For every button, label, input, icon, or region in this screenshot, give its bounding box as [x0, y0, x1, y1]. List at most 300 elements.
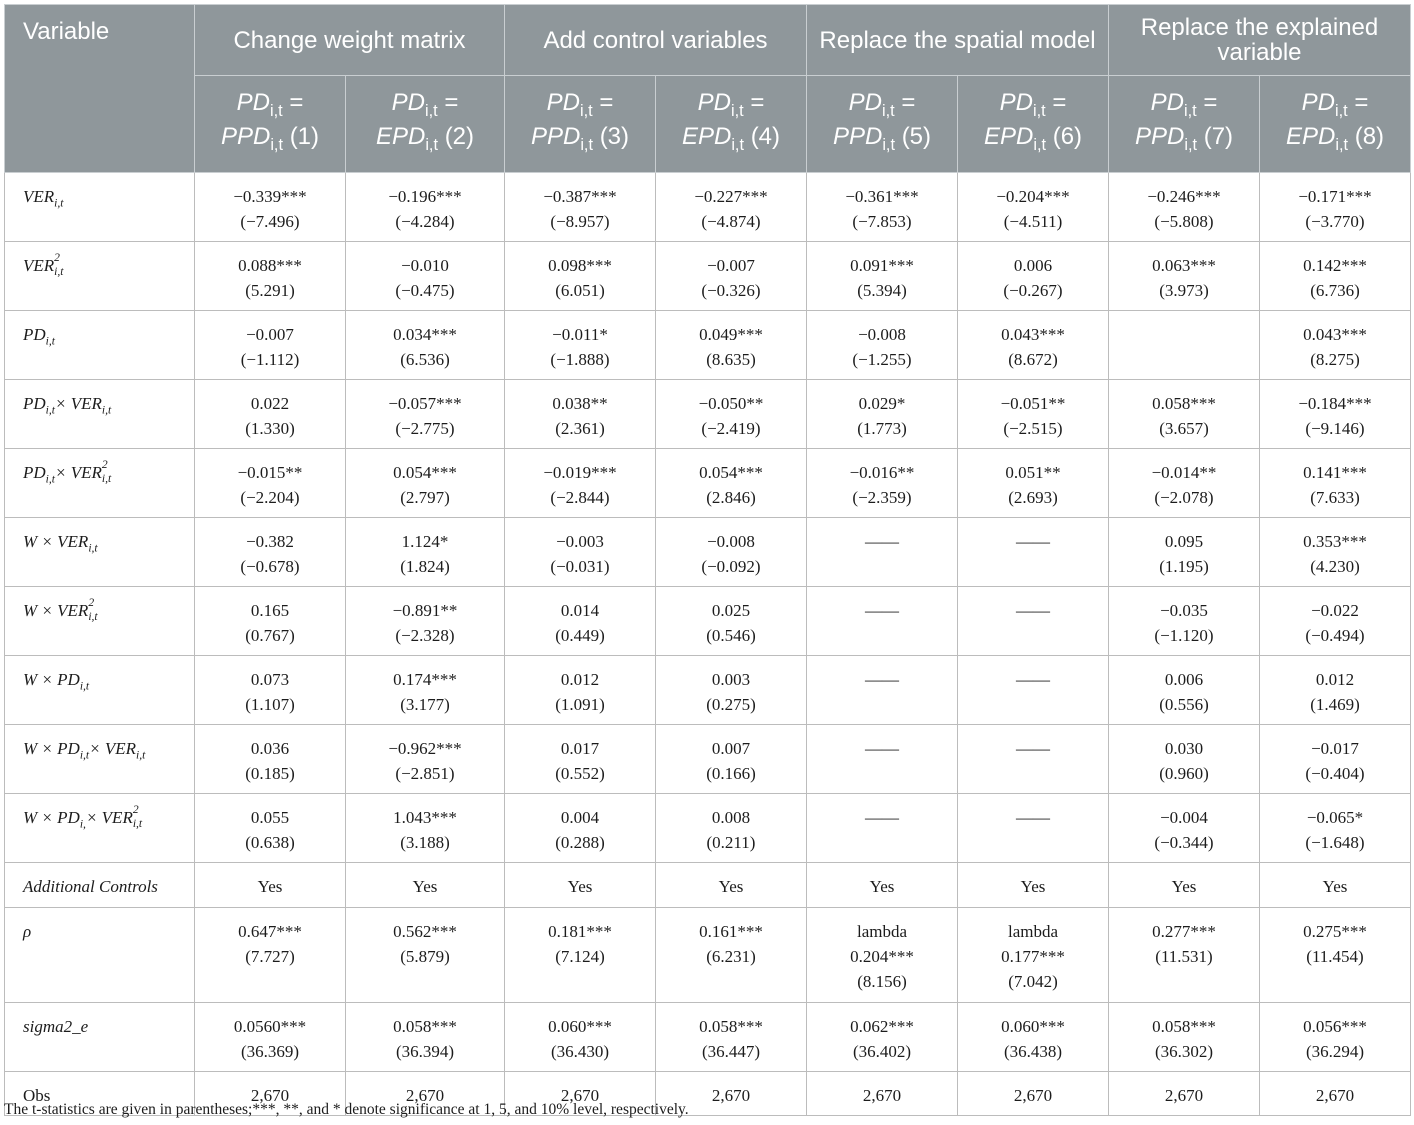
cell-line: −0.065* — [1306, 808, 1364, 827]
cell-line: 0.277*** — [1152, 922, 1216, 941]
table-cell — [1260, 242, 1411, 311]
table-cell — [1109, 863, 1260, 908]
cell-line: 0.058*** — [393, 1017, 457, 1036]
cell-line: (−1.120) — [1154, 626, 1214, 645]
cell-line: 0.142*** — [1303, 256, 1367, 275]
table-cell — [1109, 242, 1260, 311]
cell-line: −0.891** — [392, 601, 458, 620]
cell-line: −0.003 — [556, 532, 604, 551]
cell-line: (−5.808) — [1154, 212, 1214, 231]
cell-line: 2,670 — [1164, 1086, 1204, 1105]
cell-line: (−2.328) — [395, 626, 455, 645]
cell-line: —— — [1016, 739, 1050, 758]
table-cell — [346, 449, 505, 518]
table-cell — [1109, 908, 1260, 1003]
table-cell — [505, 518, 656, 587]
table-cell — [346, 656, 505, 725]
table-cell — [1260, 863, 1411, 908]
cell-line: −0.004 — [1160, 808, 1208, 827]
cell-line: (−2.515) — [1003, 419, 1063, 438]
cell-line: —— — [1016, 670, 1050, 689]
table-cell — [1109, 449, 1260, 518]
row-label-obs: Obs — [5, 1072, 195, 1116]
cell-line: (0.211) — [706, 833, 756, 852]
cell-line: (−8.957) — [550, 212, 610, 231]
group-header-weight-matrix: Change weight matrix — [195, 5, 505, 76]
cell-line: −0.011* — [552, 325, 608, 344]
table-cell — [195, 587, 346, 656]
cell-line: 0.034*** — [393, 325, 457, 344]
cell-line: (−1.255) — [852, 350, 912, 369]
column-header-5: $PD_{i,t}$ = $PPD_{i,t}$ (5) — [807, 76, 958, 173]
table-cell — [807, 725, 958, 794]
cell-line: (8.156) — [857, 972, 907, 991]
table-cell — [505, 656, 656, 725]
cell-line: 0.004 — [560, 808, 600, 827]
cell-line: (−0.678) — [240, 557, 300, 576]
cell-line: —— — [865, 670, 899, 689]
cell-line: −0.015** — [237, 463, 303, 482]
table-cell — [505, 449, 656, 518]
table-cell — [505, 725, 656, 794]
table-cell — [807, 242, 958, 311]
table-cell — [807, 908, 958, 1003]
cell-line: −0.339*** — [233, 187, 307, 206]
table-cell — [958, 173, 1109, 242]
cell-line: —— — [865, 601, 899, 620]
table-cell — [1260, 587, 1411, 656]
table-cell — [807, 380, 958, 449]
cell-line: (8.672) — [1008, 350, 1058, 369]
table-cell — [1260, 518, 1411, 587]
table-cell — [1109, 794, 1260, 863]
cell-line: 0.275*** — [1303, 922, 1367, 941]
cell-line: 2,670 — [250, 1086, 290, 1105]
cell-line: Yes — [412, 877, 438, 896]
cell-line: 0.014 — [560, 601, 600, 620]
cell-line: (−7.496) — [240, 212, 300, 231]
cell-line: —— — [865, 532, 899, 551]
cell-line: (−4.284) — [395, 212, 455, 231]
cell-line: (2.846) — [706, 488, 756, 507]
cell-line: (36.302) — [1154, 1042, 1214, 1061]
cell-line: (2.797) — [400, 488, 450, 507]
table-cell — [346, 863, 505, 908]
table-cell — [505, 311, 656, 380]
cell-line: 0.063*** — [1152, 256, 1216, 275]
cell-line: (8.275) — [1310, 350, 1360, 369]
cell-line: (3.188) — [400, 833, 450, 852]
cell-line: (0.767) — [245, 626, 295, 645]
table-cell — [195, 380, 346, 449]
cell-line: −0.387*** — [543, 187, 617, 206]
table-cell — [195, 449, 346, 518]
cell-line: (36.430) — [550, 1042, 610, 1061]
table-row — [5, 1003, 1411, 1072]
cell-line: (3.973) — [1159, 281, 1209, 300]
cell-line: (−0.267) — [1003, 281, 1063, 300]
cell-line: Yes — [1322, 877, 1348, 896]
table-cell — [958, 587, 1109, 656]
cell-line: —— — [865, 808, 899, 827]
cell-line: (−2.775) — [395, 419, 455, 438]
cell-line: (1.091) — [555, 695, 605, 714]
cell-line: 0.098*** — [548, 256, 612, 275]
table-cell — [656, 242, 807, 311]
cell-line: 0.095 — [1164, 532, 1204, 551]
table-cell — [195, 518, 346, 587]
group-header-explained-variable: Replace the explained variable — [1109, 5, 1411, 76]
table-cell — [1109, 1072, 1260, 1116]
table-cell — [1109, 1003, 1260, 1072]
table-cell — [505, 380, 656, 449]
table-cell — [346, 725, 505, 794]
cell-line: 2,670 — [560, 1086, 600, 1105]
row-label-additional-controls: Additional Controls — [5, 863, 195, 908]
cell-line: 0.060*** — [1001, 1017, 1065, 1036]
cell-line: 0.056*** — [1303, 1017, 1367, 1036]
table-cell — [346, 518, 505, 587]
cell-line: (0.552) — [555, 764, 605, 783]
cell-line: 0.058*** — [699, 1017, 763, 1036]
table-cell — [195, 725, 346, 794]
cell-line: (5.394) — [857, 281, 907, 300]
table-cell — [958, 449, 1109, 518]
table-cell — [807, 1072, 958, 1116]
table-row — [5, 794, 1411, 863]
cell-line: 0.204*** — [850, 947, 914, 966]
column-header-4: $PD_{i,t}$ = $EPD_{i,t}$ (4) — [656, 76, 807, 173]
table-cell — [656, 449, 807, 518]
table-cell — [807, 173, 958, 242]
cell-line: 0.091*** — [850, 256, 914, 275]
cell-line: −0.014** — [1151, 463, 1217, 482]
cell-line: Yes — [869, 877, 895, 896]
column-header-7: $PD_{i,t}$ = $PPD_{i,t}$ (7) — [1109, 76, 1260, 173]
table-cell — [346, 173, 505, 242]
table-cell — [958, 518, 1109, 587]
table-cell — [346, 380, 505, 449]
cell-line: (4.230) — [1310, 557, 1360, 576]
cell-line: (8.635) — [706, 350, 756, 369]
table-cell — [1260, 794, 1411, 863]
column-header-3: $PD_{i,t}$ = $PPD_{i,t}$ (3) — [505, 76, 656, 173]
table-cell — [958, 380, 1109, 449]
cell-line: −0.196*** — [388, 187, 462, 206]
cell-line: (3.177) — [400, 695, 450, 714]
table-cell — [958, 725, 1109, 794]
table-cell — [1109, 311, 1260, 380]
cell-line: (−1.888) — [550, 350, 610, 369]
cell-line: (0.185) — [245, 764, 295, 783]
cell-line: −0.184*** — [1298, 394, 1372, 413]
table-row — [5, 656, 1411, 725]
table-cell — [656, 587, 807, 656]
cell-line: 2,670 — [405, 1086, 445, 1105]
cell-line: Yes — [1020, 877, 1046, 896]
table-cell — [1109, 725, 1260, 794]
table-row — [5, 518, 1411, 587]
table-cell — [195, 908, 346, 1003]
row-label-rho: ρ — [5, 908, 195, 1003]
robustness-table — [4, 4, 1411, 1116]
cell-line: 0.022 — [250, 394, 290, 413]
cell-line: (−4.511) — [1003, 212, 1063, 231]
cell-line: (−2.419) — [701, 419, 761, 438]
cell-line: (11.531) — [1155, 947, 1213, 966]
cell-line: (1.330) — [245, 419, 295, 438]
cell-line: −0.007 — [707, 256, 755, 275]
cell-line: 0.177*** — [1001, 947, 1065, 966]
table-cell — [1260, 1072, 1411, 1116]
table-row — [5, 380, 1411, 449]
cell-line: 0.165 — [250, 601, 290, 620]
table-cell — [1260, 173, 1411, 242]
cell-line: (3.657) — [1159, 419, 1209, 438]
table-cell — [1260, 1003, 1411, 1072]
cell-line: (−0.404) — [1305, 764, 1365, 783]
row-label-w-x-ver: $W \times VER_{i,t}$ — [5, 518, 195, 587]
cell-line: 0.0560*** — [233, 1017, 307, 1036]
table-cell — [807, 794, 958, 863]
cell-line: (36.447) — [701, 1042, 761, 1061]
cell-line: (1.773) — [857, 419, 907, 438]
table-row — [5, 863, 1411, 908]
cell-line: 2,670 — [711, 1086, 751, 1105]
cell-line: −0.227*** — [694, 187, 768, 206]
cell-line: (−3.770) — [1305, 212, 1365, 231]
column-header-2: $PD_{i,t}$ = $EPD_{i,t}$ (2) — [346, 76, 505, 173]
cell-line: (0.288) — [555, 833, 605, 852]
cell-line: (1.107) — [245, 695, 295, 714]
cell-line: −0.171*** — [1298, 187, 1372, 206]
cell-line: (−0.494) — [1305, 626, 1365, 645]
cell-line: (7.042) — [1008, 972, 1058, 991]
column-header-6: $PD_{i,t}$ = $EPD_{i,t}$ (6) — [958, 76, 1109, 173]
cell-line: −0.008 — [858, 325, 906, 344]
column-header-8: $PD_{i,t}$ = $EPD_{i,t}$ (8) — [1260, 76, 1411, 173]
cell-line: (−0.475) — [395, 281, 455, 300]
cell-line: −0.035 — [1160, 601, 1208, 620]
cell-line: (−2.359) — [852, 488, 912, 507]
cell-line: 0.058*** — [1152, 1017, 1216, 1036]
cell-line: (7.633) — [1310, 488, 1360, 507]
cell-line: (−7.853) — [852, 212, 912, 231]
table-cell — [958, 908, 1109, 1003]
cell-line: (0.449) — [555, 626, 605, 645]
cell-line: 0.006 — [1013, 256, 1053, 275]
table-cell — [656, 725, 807, 794]
table-cell — [1109, 518, 1260, 587]
table-cell — [505, 173, 656, 242]
cell-line: (0.960) — [1159, 764, 1209, 783]
cell-line: 0.141*** — [1303, 463, 1367, 482]
cell-line: 0.174*** — [393, 670, 457, 689]
cell-line: (0.556) — [1159, 695, 1209, 714]
table-row — [5, 725, 1411, 794]
cell-line: 0.006 — [1164, 670, 1204, 689]
row-label-pd-x-ver: $PD_{i,t}\times VER_{i,t}$ — [5, 380, 195, 449]
cell-line: −0.246*** — [1147, 187, 1221, 206]
row-label-ver: $VER_{i,t}$ — [5, 173, 195, 242]
cell-line: −0.022 — [1311, 601, 1359, 620]
cell-line: −0.019*** — [543, 463, 617, 482]
cell-line: —— — [1016, 532, 1050, 551]
table-cell — [958, 311, 1109, 380]
table-cell — [1260, 725, 1411, 794]
cell-line: —— — [1016, 601, 1050, 620]
cell-line: (6.736) — [1310, 281, 1360, 300]
table-cell — [195, 311, 346, 380]
cell-line: (6.536) — [400, 350, 450, 369]
row-label-w-x-ver-squared: W × VER 2 $_{i,t}$ — [5, 587, 195, 656]
cell-line: (1.469) — [1310, 695, 1360, 714]
subheader-row — [5, 76, 1411, 173]
table-cell — [807, 587, 958, 656]
cell-line: −0.008 — [707, 532, 755, 551]
table-cell — [195, 1003, 346, 1072]
group-header-control-variables: Add control variables — [505, 5, 807, 76]
cell-line: 0.038** — [552, 394, 608, 413]
cell-line: 2,670 — [1315, 1086, 1355, 1105]
table-cell — [958, 1072, 1109, 1116]
table-cell — [195, 863, 346, 908]
table-cell — [195, 794, 346, 863]
table-cell — [656, 1003, 807, 1072]
cell-line: (−4.874) — [701, 212, 761, 231]
cell-line: (0.166) — [706, 764, 756, 783]
cell-line: (−2.078) — [1154, 488, 1214, 507]
table-cell — [656, 863, 807, 908]
table-cell — [1109, 173, 1260, 242]
cell-line: (36.402) — [852, 1042, 912, 1061]
table-cell — [1109, 587, 1260, 656]
cell-line: −0.361*** — [845, 187, 919, 206]
table-cell — [656, 173, 807, 242]
cell-line: (−0.344) — [1154, 833, 1214, 852]
cell-line: 0.008 — [711, 808, 751, 827]
cell-line: 2,670 — [862, 1086, 902, 1105]
cell-line: −0.017 — [1311, 739, 1359, 758]
table-cell — [807, 1003, 958, 1072]
cell-line: 0.054*** — [393, 463, 457, 482]
table-cell — [505, 908, 656, 1003]
table-cell — [505, 587, 656, 656]
table-footnote: The t-statistics are given in parentheses;***, **, and * denote significance at 1, 5, and 10% level, respectively. — [4, 1101, 689, 1118]
table-cell — [505, 1003, 656, 1072]
cell-line: 0.025 — [711, 601, 751, 620]
cell-line: −0.962*** — [388, 739, 462, 758]
cell-line: Yes — [718, 877, 744, 896]
cell-line: (0.275) — [706, 695, 756, 714]
cell-line: (7.124) — [555, 947, 605, 966]
table-cell — [958, 656, 1109, 725]
cell-line: −0.007 — [246, 325, 294, 344]
row-label-w-x-pd-x-ver-squared: $W \times PD_{i,}\times$ VER 2 $_{i,t}$ — [5, 794, 195, 863]
cell-line: (0.546) — [706, 626, 756, 645]
table-cell — [656, 311, 807, 380]
cell-line: −0.051** — [1000, 394, 1066, 413]
cell-line: 0.181*** — [548, 922, 612, 941]
table-cell — [807, 449, 958, 518]
cell-line: 0.062*** — [850, 1017, 914, 1036]
row-label-w-x-pd: $W \times PD_{i,t}$ — [5, 656, 195, 725]
cell-line: (−2.851) — [395, 764, 455, 783]
table-cell — [1260, 380, 1411, 449]
table-cell — [346, 908, 505, 1003]
table-cell — [807, 863, 958, 908]
cell-line: 0.029* — [858, 394, 906, 413]
cell-line: Yes — [1171, 877, 1197, 896]
cell-line: (−2.844) — [550, 488, 610, 507]
table-cell — [346, 794, 505, 863]
cell-line: 0.036 — [250, 739, 290, 758]
table-row — [5, 587, 1411, 656]
cell-line: (11.454) — [1306, 947, 1364, 966]
cell-line: 0.647*** — [238, 922, 302, 941]
cell-line: (−9.146) — [1305, 419, 1365, 438]
cell-line: 0.054*** — [699, 463, 763, 482]
table-row — [5, 242, 1411, 311]
cell-line: (−1.648) — [1305, 833, 1365, 852]
cell-line: −0.057*** — [388, 394, 462, 413]
cell-line: (1.195) — [1159, 557, 1209, 576]
row-label-pd-x-ver-squared: $PD_{i,t}\times$ VER 2 $_{i,t}$ — [5, 449, 195, 518]
cell-line: 0.007 — [711, 739, 751, 758]
cell-line: (1.824) — [400, 557, 450, 576]
cell-line: 0.073 — [250, 670, 290, 689]
table-cell — [807, 518, 958, 587]
cell-line: 0.043*** — [1303, 325, 1367, 344]
cell-line: —— — [865, 739, 899, 758]
cell-line: 0.060*** — [548, 1017, 612, 1036]
cell-line: 0.055 — [250, 808, 290, 827]
variable-header: Variable — [5, 5, 195, 173]
cell-line: 0.017 — [560, 739, 600, 758]
cell-line: 2,670 — [1013, 1086, 1053, 1105]
cell-line: 0.051** — [1005, 463, 1061, 482]
group-header-spatial-model: Replace the spatial model — [807, 5, 1109, 76]
cell-line: (0.638) — [245, 833, 295, 852]
table-cell — [1260, 449, 1411, 518]
cell-line: (36.369) — [240, 1042, 300, 1061]
cell-line: 0.043*** — [1001, 325, 1065, 344]
row-label-sigma2-e: sigma2_e — [5, 1003, 195, 1072]
table-cell — [1260, 656, 1411, 725]
table-cell — [346, 587, 505, 656]
table-cell — [195, 242, 346, 311]
cell-line: (−1.112) — [240, 350, 300, 369]
cell-line: Yes — [567, 877, 593, 896]
cell-line: Yes — [257, 877, 283, 896]
table-cell — [656, 908, 807, 1003]
table-cell — [958, 1003, 1109, 1072]
cell-line: 0.088*** — [238, 256, 302, 275]
table-row — [5, 908, 1411, 1003]
cell-line: 0.012 — [560, 670, 600, 689]
table-row — [5, 311, 1411, 380]
table-cell — [1260, 311, 1411, 380]
table-cell — [195, 656, 346, 725]
row-label-w-x-pd-x-ver: $W \times PD_{i,t}\times VER_{i,t}$ — [5, 725, 195, 794]
cell-line: 0.012 — [1315, 670, 1355, 689]
table-cell — [656, 656, 807, 725]
table-cell — [807, 311, 958, 380]
cell-line: (5.291) — [245, 281, 295, 300]
table-cell — [656, 794, 807, 863]
table-cell — [346, 242, 505, 311]
cell-line: 0.003 — [711, 670, 751, 689]
